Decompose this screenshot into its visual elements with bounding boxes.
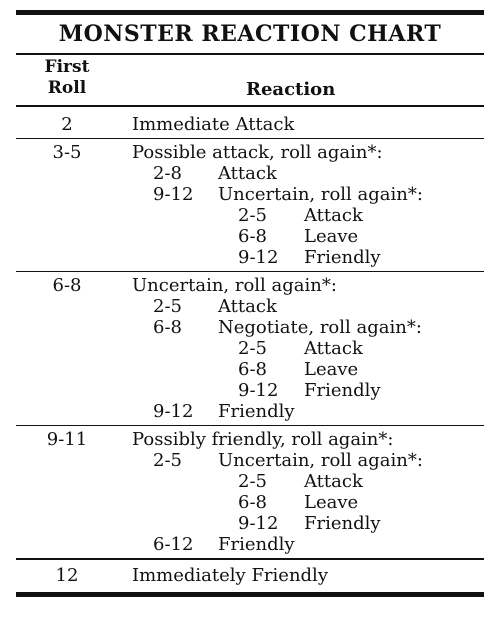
sub-roll-result: Attack — [218, 163, 277, 184]
sub-sub-roll-range: 2-5 — [238, 205, 267, 226]
sub-roll-result: Friendly — [218, 534, 295, 555]
sub-roll-range: 2-8 — [153, 163, 182, 184]
table-row — [16, 560, 484, 586]
column-headers — [16, 55, 484, 105]
sub-sub-roll-result: Leave — [304, 226, 359, 247]
sub-roll-result: Friendly — [218, 401, 295, 422]
reaction-text: Immediately Friendly — [132, 565, 328, 586]
sub-sub-roll-range: 6-8 — [238, 492, 267, 513]
row-main-line — [16, 565, 484, 586]
sub-sub-roll-result: Leave — [304, 492, 359, 513]
sub-reaction — [16, 401, 484, 422]
reaction-text: Possible attack, roll again*: — [132, 142, 383, 163]
first-roll-value: 2 — [61, 114, 73, 135]
table-row — [16, 429, 484, 555]
sub-reaction — [16, 163, 484, 184]
sub-sub-reaction — [16, 338, 484, 359]
reaction-text: Possibly friendly, roll again*: — [132, 429, 394, 450]
table-row — [16, 275, 484, 422]
sub-sub-reaction — [16, 205, 484, 226]
sub-sub-roll-range: 2-5 — [238, 338, 267, 359]
sub-reaction — [16, 184, 484, 205]
sub-sub-reaction — [16, 359, 484, 380]
sub-reaction — [16, 296, 484, 317]
row-divider — [16, 425, 484, 426]
table-row — [16, 107, 484, 135]
sub-sub-reaction — [16, 226, 484, 247]
first-roll-header-line1: First — [44, 57, 90, 77]
sub-roll-range: 6-12 — [153, 534, 194, 555]
sub-sub-roll-result: Friendly — [304, 380, 381, 401]
reaction-text: Immediate Attack — [132, 114, 295, 135]
sub-roll-range: 2-5 — [153, 296, 182, 317]
first-roll-value: 6-8 — [52, 275, 82, 296]
sub-roll-result: Uncertain, roll again*: — [218, 450, 423, 471]
first-roll-header-line2: Roll — [47, 78, 87, 98]
sub-sub-roll-result: Attack — [304, 338, 363, 359]
sub-roll-range: 9-12 — [153, 401, 194, 422]
row-main-line — [16, 275, 484, 296]
sub-sub-roll-result: Friendly — [304, 513, 381, 534]
bottom-rule — [16, 592, 484, 597]
reaction-header: Reaction — [246, 79, 336, 100]
row-main-line — [16, 429, 484, 450]
sub-sub-reaction — [16, 247, 484, 268]
row-main-line — [16, 142, 484, 163]
chart-title: MONSTER REACTION CHART — [58, 21, 442, 47]
sub-sub-roll-result: Friendly — [304, 247, 381, 268]
first-roll-value: 9-11 — [46, 429, 88, 450]
sub-sub-reaction — [16, 380, 484, 401]
sub-sub-roll-result: Leave — [304, 359, 359, 380]
sub-sub-roll-range: 9-12 — [238, 247, 279, 268]
sub-reaction — [16, 450, 484, 471]
row-divider — [16, 138, 484, 139]
sub-roll-range: 6-8 — [153, 317, 182, 338]
row-divider — [16, 271, 484, 272]
sub-roll-result: Uncertain, roll again*: — [218, 184, 423, 205]
sub-roll-range: 2-5 — [153, 450, 182, 471]
sub-sub-roll-range: 2-5 — [238, 471, 267, 492]
sub-sub-roll-range: 6-8 — [238, 359, 267, 380]
sub-sub-roll-range: 9-12 — [238, 513, 279, 534]
first-roll-value: 3-5 — [52, 142, 82, 163]
table-row — [16, 142, 484, 268]
first-roll-header — [16, 57, 118, 99]
first-roll-value: 12 — [55, 565, 79, 586]
sub-reaction — [16, 317, 484, 338]
sub-reaction — [16, 534, 484, 555]
sub-sub-roll-result: Attack — [304, 205, 363, 226]
sub-roll-result: Attack — [218, 296, 277, 317]
sub-sub-roll-range: 6-8 — [238, 226, 267, 247]
sub-sub-reaction — [16, 513, 484, 534]
sub-roll-result: Negotiate, roll again*: — [218, 317, 422, 338]
sub-sub-reaction — [16, 471, 484, 492]
sub-sub-reaction — [16, 492, 484, 513]
row-main-line — [16, 114, 484, 135]
sub-sub-roll-result: Attack — [304, 471, 363, 492]
sub-roll-range: 9-12 — [153, 184, 194, 205]
reaction-text: Uncertain, roll again*: — [132, 275, 337, 296]
sub-sub-roll-range: 9-12 — [238, 380, 279, 401]
